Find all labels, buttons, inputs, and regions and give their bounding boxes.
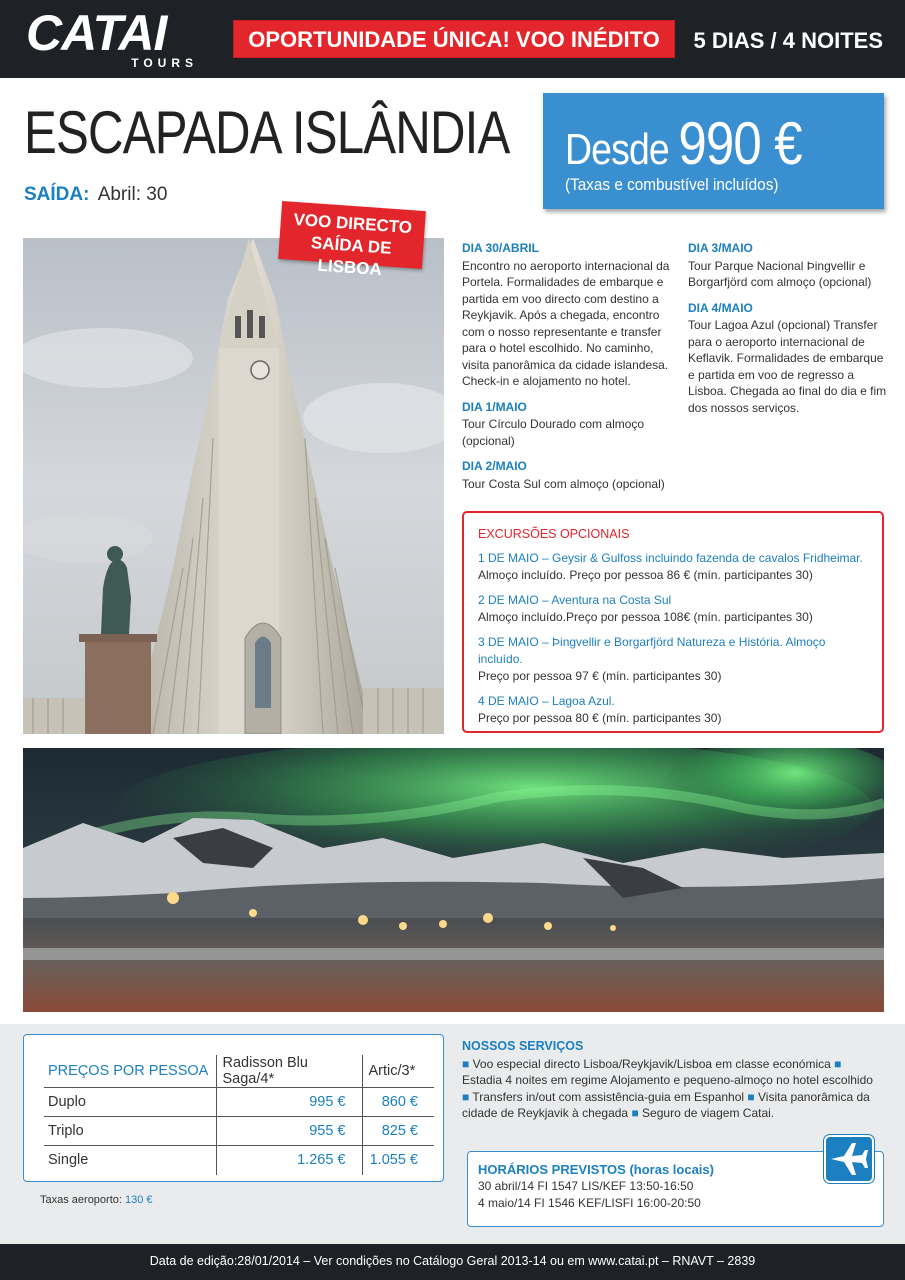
room-type: Triplo [44, 1117, 216, 1146]
direct-flight-badge [278, 201, 426, 280]
room-type: Single [44, 1146, 216, 1175]
airplane-icon [824, 1135, 874, 1183]
excursion-body: Preço por pessoa 80 € (mín. participantes 30) [478, 711, 722, 725]
itinerary-day-title: DIA 2/MAIO [462, 459, 527, 473]
excursion-head: 3 DE MAIO – Þingvellir e Borgarfjörd Natureza e História. Almoço incluído. [478, 635, 826, 666]
promo-banner: OPORTUNIDADE ÚNICA! VOO INÉDITO [233, 20, 675, 58]
services-section [462, 1038, 882, 1122]
price-value: 995 € [216, 1088, 362, 1117]
schedule-line: 30 abril/14 FI 1547 LIS/KEF 13:50-16:50 [478, 1179, 694, 1193]
footer-bar: Data de edição:28/01/2014 – Ver condições no Catálogo Geral 2013-14 ou em www.catai.pt – RNAVT – 2839 [0, 1244, 905, 1280]
airport-taxes-label: Taxas aeroporto: [40, 1194, 122, 1206]
price-amount: 990 € [678, 110, 802, 177]
itinerary-day-text: Tour Costa Sul com almoço (opcional) [462, 476, 665, 491]
service-item: Voo especial directo Lisboa/Reykjavik/Lisboa em classe económica [472, 1056, 835, 1071]
table-row [44, 1088, 434, 1117]
price-value: 955 € [216, 1117, 362, 1146]
excursion-item [478, 634, 868, 685]
price-value: 825 € [362, 1117, 434, 1146]
badge-line-2: SAÍDA DE LISBOA [310, 233, 393, 280]
logo-main-text: CATAI [26, 5, 167, 61]
price-box [543, 93, 884, 209]
itinerary-day-text: Tour Círculo Dourado com almoço (opcional) [462, 417, 645, 448]
excursion-item [478, 592, 868, 626]
itinerary-day-title: DIA 3/MAIO [688, 241, 753, 255]
price-value: 860 € [362, 1088, 434, 1117]
table-row [44, 1117, 434, 1146]
bullet-icon: ■ [747, 1089, 755, 1104]
price-table-header-cell: Artic/3* [362, 1055, 434, 1088]
church-photo [23, 238, 444, 734]
itinerary-day-text: Tour Lagoa Azul (opcional) Transfer para o aeroporto internacional de Keflavik. Formalidades de embarque e partida em voo de regresso a Lisboa. Chegada ao final do dia e fim dos nossos serviços. [688, 318, 887, 415]
itinerary-day-title: DIA 4/MAIO [688, 300, 753, 315]
bullet-icon: ■ [462, 1056, 470, 1071]
excursion-item [478, 550, 868, 584]
price-table-header-cell: Radisson Blu Saga/4* [216, 1055, 362, 1088]
schedule-title: HORÁRIOS PREVISTOS (horas locais) [478, 1162, 714, 1177]
excursion-item [478, 693, 868, 727]
badge-line-1: VOO DIRECTO [292, 209, 413, 238]
page-title: ESCAPADA ISLÂNDIA [24, 99, 510, 166]
service-item: Visita panorâmica da cidade de Reykjavik à chegada [462, 1089, 870, 1120]
itinerary-day-text: Tour Parque Nacional Þingvellir e Borgarfjörd com almoço (opcional) [688, 258, 872, 289]
excursion-head: 4 DE MAIO – Lagoa Azul. [478, 694, 615, 708]
optional-excursions-box [462, 511, 884, 733]
excursion-body: Preço por pessoa 97 € (mín. participantes 30) [478, 669, 722, 683]
itinerary-day-title: DIA 1/MAIO [462, 399, 527, 414]
aurora-photo [23, 748, 884, 1012]
price-headline [565, 109, 802, 178]
airport-taxes-value: 130 € [125, 1194, 153, 1206]
itinerary-day-title: DIA 30/ABRIL [462, 241, 539, 255]
flight-schedule-box [467, 1151, 884, 1227]
catai-logo[interactable] [26, 5, 206, 72]
excursion-head: 1 DE MAIO – Geysir & Gulfoss incluindo fazenda de cavalos Fridheimar. [478, 551, 863, 565]
departure-label: SAÍDA: [24, 184, 90, 205]
logo-sub-text: TOURS [131, 56, 198, 70]
itinerary-column-1 [462, 240, 672, 501]
excursions-title: EXCURSÕES OPCIONAIS [478, 527, 630, 541]
church-illustration [23, 238, 444, 734]
itinerary-column-2 [688, 240, 888, 425]
service-item: Seguro de viagem Catai. [642, 1106, 775, 1120]
room-type: Duplo [44, 1088, 216, 1117]
price-table [44, 1055, 434, 1175]
excursion-body: Almoço incluído.Preço por pessoa 108€ (mín. participantes 30) [478, 610, 813, 624]
bullet-icon: ■ [834, 1056, 842, 1071]
schedule-line: 4 maio/14 FI 1546 KEF/LISFI 16:00-20:50 [478, 1196, 701, 1210]
excursion-body: Almoço incluído. Preço por pessoa 86 € (mín. participantes 30) [478, 568, 813, 582]
price-table-header-cell: PREÇOS POR PESSOA [48, 1063, 209, 1079]
price-value: 1.055 € [362, 1146, 434, 1175]
trip-duration: 5 DIAS / 4 NOITES [693, 28, 883, 53]
price-value: 1.265 € [216, 1146, 362, 1175]
services-title: NOSSOS SERVIÇOS [462, 1039, 584, 1053]
price-prefix: Desde [565, 125, 669, 174]
service-item: Transfers in/out com assistência-guia em Espanhol [472, 1089, 748, 1104]
airport-taxes [40, 1194, 153, 1206]
bullet-icon: ■ [631, 1106, 639, 1120]
price-table-header [44, 1055, 434, 1088]
service-item: Estadia 4 noites em regime Alojamento e pequeno-almoço no hotel escolhido [462, 1073, 873, 1087]
header-bar [0, 0, 905, 78]
excursion-head: 2 DE MAIO – Aventura na Costa Sul [478, 593, 672, 607]
table-row [44, 1146, 434, 1175]
departure-info [24, 184, 167, 206]
itinerary-day-text: Encontro no aeroporto internacional da Portela. Formalidades de embarque e partida em voo directo com destino a Reykjavik. Após a chegada, encontro com o nosso representante e transfer para o hotel escolhido. No caminho, visita panorâmica da cidade islandesa. Check-in e alojamento no hotel. [462, 258, 670, 388]
departure-value: Abril: 30 [97, 184, 168, 205]
price-note: (Taxas e combustível incluídos) [565, 175, 779, 194]
bullet-icon: ■ [462, 1089, 470, 1104]
price-table-box [23, 1034, 444, 1182]
services-list [462, 1056, 882, 1122]
aurora-illustration [23, 748, 884, 1012]
